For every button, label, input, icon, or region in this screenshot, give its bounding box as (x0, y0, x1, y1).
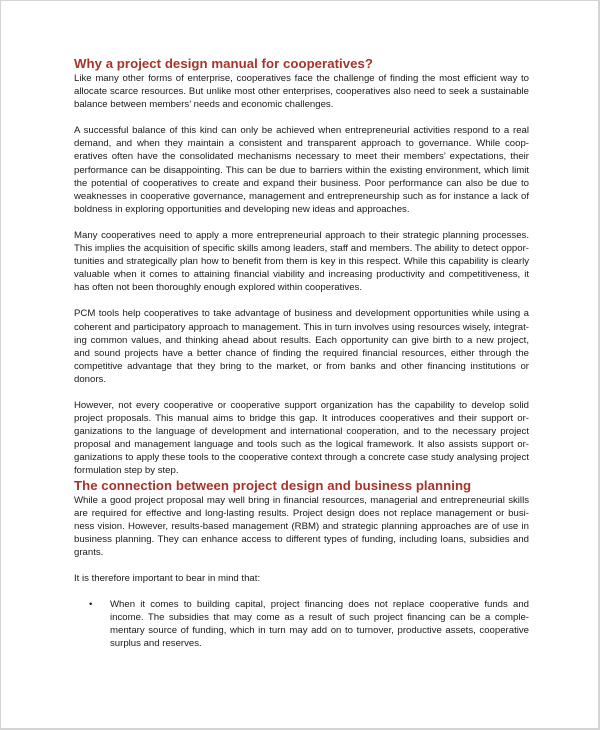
paragraph: PCM tools help cooperatives to take advantage of business and development opportunities while using a coherent and participatory approach to management. This in turn involves using resources wisely, integrating common values, and thinking ahead about results. Each opportunity can give birth to a new project, and sound projects have a better chance of finding the required financial resources, either through the competitive advantage that they bring to the market, or from banks and other financing institutions or donors. (74, 308, 529, 385)
paragraph: However, not every cooperative or cooperative support organization has the capability to develop solid project proposals. This manual aims to bridge this gap. It introduces cooperatives and their support organizations to the language of development and international cooperation, and to the necessary project proposal and management language and tools such as the logical framework. It also assists support organizations to apply these tools to the cooperative context through a concrete case study analysing project formulation step by step. (74, 399, 529, 477)
bullet-text: When it comes to building capital, project financing does not replace cooperative funds and income. The subsidies that may come as a result of such project financing can be a complementary source of funding, which in turn may add on to turnover, productive assets, cooperative surplus and reserves. (110, 599, 529, 650)
paragraph-spacer (74, 559, 529, 572)
bullet-list-item (74, 598, 529, 650)
paragraph: It is therefore important to bear in mind that: (74, 573, 261, 584)
paragraph: Many cooperatives need to apply a more entrepreneurial approach to their strategic planning processes. This implies the acquisition of specific skills among leaders, staff and members. The ability to detect opportunities and strategically plan how to benefit from them is key in this respect. While this capability is clearly valuable when it comes to attaining financial viability and increasing productivity and competitiveness, it has often not been thoroughly enough explored within cooperatives. (74, 229, 529, 294)
paragraph: A successful balance of this kind can only be achieved when entrepreneurial activities respond to a real demand, and when they maintain a consistent and transparent approach to governance. While cooperatives often have the consolidated mechanisms necessary to meet their members’ expectations, their performance can be disappointing. This can be due to barriers within the existing environment, which limit the potential of cooperatives to create and expand their business. Poor performance can also be due to weaknesses in cooperative governance, management and entrepreneurship such as for instance a lack of boldness in exploring opportunities and developing new ideas and approaches. (74, 125, 529, 215)
paragraph-spacer (74, 111, 529, 124)
paragraph: Like many other forms of enterprise, cooperatives face the challenge of finding the most efficient way to allocate scarce resources. But unlike most other enterprises, cooperatives also need to seek a sustainable balance between members’ needs and economic challenges. (74, 73, 529, 111)
paragraph-spacer (74, 216, 529, 229)
bullet-icon: • (89, 599, 93, 611)
page-content (74, 56, 529, 650)
paragraph-spacer (74, 386, 529, 399)
section-heading-connection: The connection between project design and business planning (74, 477, 472, 493)
bullet-list (74, 598, 529, 650)
section-heading-why-manual: Why a project design manual for cooperatives? (74, 56, 374, 71)
paragraph-spacer (74, 585, 529, 598)
paragraph: While a good project proposal may well bring in financial resources, managerial and entrepreneurial skills are required for effective and long-lasting results. Project design does not replace management or business vision. However, results-based management (RBM) and strategic planning approaches are of use in business planning. They can enhance access to different types of funding, including loans, subsidies and grants. (74, 494, 529, 558)
paragraph-spacer (74, 294, 529, 307)
